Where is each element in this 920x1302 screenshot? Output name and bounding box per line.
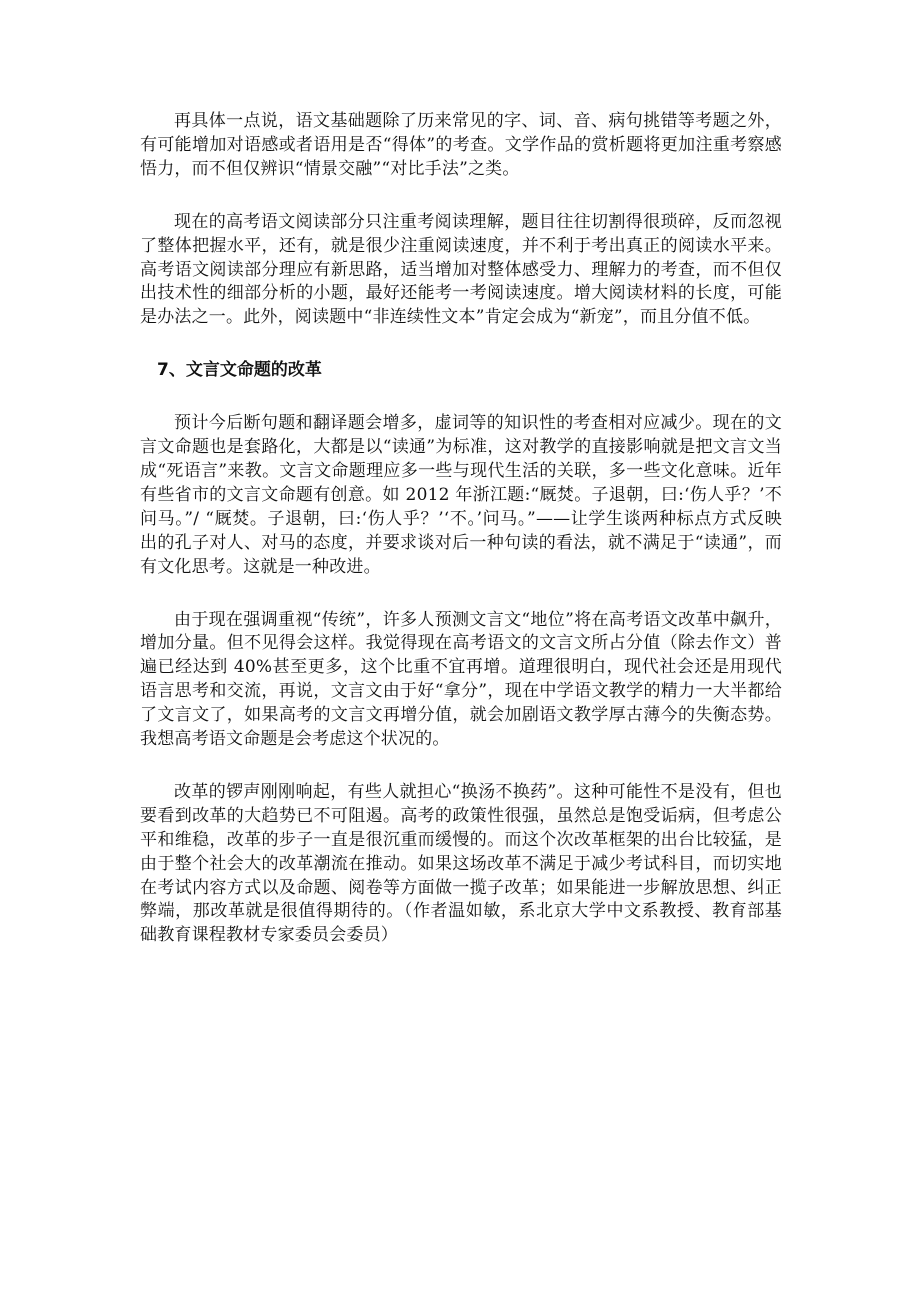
paragraph-reading-section: 现在的高考语文阅读部分只注重考阅读理解，题目往往切割得很琐碎，反而忽视了整体把握水平，还有，就是很少注重阅读速度，并不利于考出真正的阅读水平来。高考语文阅读部分理应有新思路，适当增加对整体感受力、理解力的考查，而不但仅出技术性的细部分析的小题，最好还能考一考阅读速度。增大阅读材料的长度，可能是办法之一。此外，阅读题中“非连续性文本”肯定会成为“新宠”，而且分值不低。 — [140, 211, 782, 328]
paragraph-classical-questions: 预计今后断句题和翻译题会增多，虚词等的知识性的考查相对应减少。现在的文言文命题也是套路化，大都是以“读通”为标准，这对教学的直接影响就是把文言文当成“死语言”来教。文言文命题理应多一些与现代生活的关联，多一些文化意味。近年有些省市的文言文命题有创意。如 2012 年浙江题:“厩焚。子退朝，曰:‘伤人乎？’不问马。”/ “厩焚。子退朝，曰:‘伤人乎？’‘不。’问马。”——让学生谈两种标点方式反映出的孔子对人、对马的态度，并要求谈对后一种句读的看法，就不满足于“读通”，而有文化思考。这就是一种改进。 — [140, 413, 782, 577]
paragraph-basic-questions: 再具体一点说，语文基础题除了历来常见的字、词、音、病句挑错等考题之外，有可能增加对语感或者语用是否“得体”的考查。文学作品的赏析题将更加注重考察感悟力，而不但仅辨识“情景交融”“对比手法”之类。 — [140, 111, 782, 179]
paragraph-tradition-weight: 由于现在强调重视“传统”，许多人预测文言文“地位”将在高考语文改革中飙升，增加分量。但不见得会这样。我觉得现在高考语文的文言文所占分值（除去作文）普遍已经达到 40%甚至更多，这个比重不宜再增。道理很明白，现代社会还是用现代语言思考和交流，再说，文言文由于好“拿分”，现在中学语文教学的精力一大半都给了文言文了，如果高考的文言文再增分值，就会加剧语文教学厚古薄今的失衡态势。我想高考语文命题是会考虑这个状况的。 — [140, 609, 782, 750]
document-page — [140, 110, 782, 977]
section-heading-classical-chinese: 7、文言文命题的改革 — [157, 360, 322, 381]
paragraph-reform-outlook: 改革的锣声刚刚响起，有些人就担心“换汤不换药”。这种可能性不是没有，但也要看到改革的大趋势已不可阻遏。高考的政策性很强，虽然总是饱受诟病，但考虑公平和维稳，改革的步子一直是很沉重而缓慢的。而这个次改革框架的出台比较猛，是由于整个社会大的改革潮流在推动。如果这场改革不满足于减少考试科目，而切实地在考试内容方式以及命题、阅卷等方面做一揽子改革；如果能进一步解放思想、纠正弊端，那改革就是很值得期待的。（作者温如敏，系北京大学中文系教授、教育部基础教育课程教材专家委员会委员） — [140, 781, 782, 946]
